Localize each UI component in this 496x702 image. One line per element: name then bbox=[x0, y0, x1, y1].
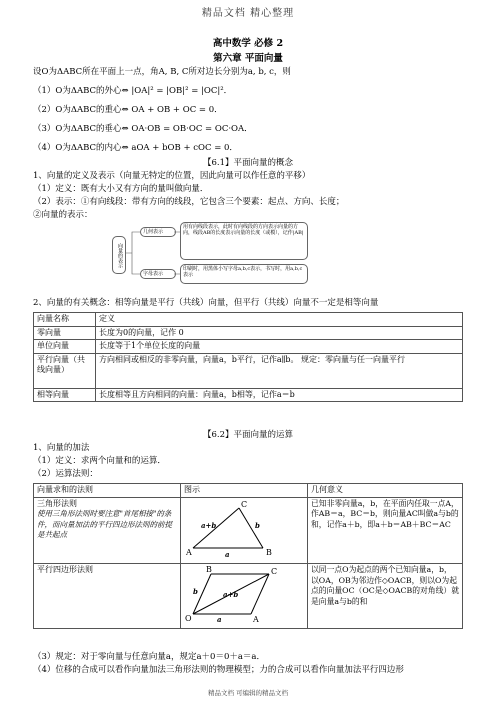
tree-alg-desc: 印刷时，用黑体小写字母a,b,c表示，书写时，用a,b,c表示 bbox=[180, 264, 308, 284]
s1-line-2: （1）定义：既有大小又有方向的量叫做向量． bbox=[33, 184, 209, 194]
t1-row-def: 长度为0的向量，记作 0 bbox=[96, 326, 463, 340]
s2-line-3: （2）运算法则： bbox=[33, 469, 98, 479]
tree-geo-desc: 用有向线段表示，此时有向线段的方向表示向量的方向，线段AB的长度表示向量的长度（或模），记作|AB| bbox=[180, 222, 308, 260]
t1-row-def: 长度等于1个单位长度的向量 bbox=[96, 340, 463, 354]
section-title-6-1: 【6.1】平面向量的概念 bbox=[202, 158, 294, 168]
t2-header-rule: 向量求和的法则 bbox=[34, 484, 181, 498]
fig2-label-ab: a+b bbox=[223, 590, 239, 599]
t1-row-name: 零向量 bbox=[34, 326, 96, 340]
fig1-label-b: b bbox=[255, 520, 260, 530]
t1-row-name: 单位向量 bbox=[34, 340, 96, 354]
s1-line-1: 1、向量的定义及表示（向量无特定的位置，因此向量可以作任意的平移） bbox=[33, 171, 311, 181]
prop-3: （3）O为ΔABC的垂心⇔ OA·OB = OB·OC = OC·OA． bbox=[33, 124, 253, 134]
prop-4: （4）O为ΔABC的内心⇔ aOA + bOB + cOC = 0． bbox=[33, 143, 238, 153]
chapter-title: 第六章 平面向量 bbox=[213, 53, 283, 64]
tree-alg: 字母表示 bbox=[140, 269, 176, 279]
t1-row-name: 平行向量（共线向量） bbox=[34, 353, 96, 388]
t2-row2-name: 平行四边形法则 bbox=[34, 564, 181, 629]
rel-line: 2、向量的有关概念：相等向量是平行（共线）向量，但平行（共线）向量不一定是相等向量 bbox=[33, 298, 379, 308]
fig1-label-a-point: A bbox=[186, 547, 192, 557]
fig1-label-a: a bbox=[225, 549, 230, 559]
tail-line-1: （3）规定：对于零向量与任意向量a，规定a＋0＝0＋a＝a． bbox=[33, 652, 265, 662]
prop-1: （1）O为ΔABC的外心⇔ |OA|² = |OB|² = |OC|²． bbox=[33, 86, 233, 96]
s2-line-1: 1、向量的加法 bbox=[33, 443, 90, 453]
fig1-label-b-point: B bbox=[266, 547, 272, 557]
section-title-6-2: 【6.2】平面向量的运算 bbox=[202, 430, 294, 440]
tree-root: 向量的表示 bbox=[112, 236, 126, 274]
t2-row1-note: 使用三角形法则时要注意"首尾相接"的条件，而向量加法的平行四边形法则的前提是共起点 bbox=[37, 509, 172, 539]
t2-row2-geo: 以同一点O为起点的两个已知向量a，b，以OA，OB为邻边作◇OACB，则以O为起点的向量OC（OC是◇OACB的对角线）就是向量a与b的和 bbox=[308, 564, 463, 629]
fig2-label-a: a bbox=[217, 615, 222, 624]
tree-geo: 几何表示 bbox=[140, 227, 176, 237]
vector-representation-diagram bbox=[112, 222, 312, 288]
t1-row-def: 方向相同或相反的非零向量，向量a，b平行，记作a∥b。 规定：零向量与任一向量平行 bbox=[96, 353, 463, 388]
fig1-label-c-point: C bbox=[241, 499, 248, 509]
t2-row1-name: 三角形法则 bbox=[37, 498, 77, 508]
fig2-label-b-point: B bbox=[206, 565, 212, 574]
fig2-label-c-point: C bbox=[271, 567, 278, 576]
concept-table bbox=[33, 312, 463, 402]
fig2-label-o: O bbox=[185, 614, 192, 623]
s1-line-3: （2）表示：①有向线段：带有方向的线段，它包含三个要素：起点、方向、长度； bbox=[33, 197, 345, 207]
intro-text: 设O为ΔABC所在平面上一点，角A, B, C所对边长分别为a, b, c，则 bbox=[33, 67, 291, 77]
t2-header-figure: 图示 bbox=[181, 484, 308, 498]
fig2-label-b: b bbox=[193, 587, 198, 596]
t1-row-def: 长度相等且方向相同的向量：向量a，b相等，记作a＝b bbox=[96, 388, 463, 402]
fig2-label-a-point: A bbox=[253, 615, 259, 624]
fig1-label-ab: a+b bbox=[201, 520, 217, 530]
t2-row1-geo: 已知非零向量a，b，在平面内任取一点A，作AB＝a，BC＝b，则向量AC叫做a与b的和，记作a＋b，即a＋b＝AB＋BC＝AC bbox=[308, 497, 463, 564]
page-footer: 精品文档 可编辑的精品文档 bbox=[207, 689, 289, 697]
addition-rule-table bbox=[33, 483, 463, 629]
page-header: 精品文档 精心整理 bbox=[201, 8, 295, 19]
s1-line-4: ②向量的表示： bbox=[33, 210, 93, 220]
prop-2: （2）O为ΔABC的重心⇔ OA + OB + OC = 0． bbox=[33, 105, 223, 115]
s2-line-2: （1）定义：求两个向量和的运算． bbox=[33, 456, 166, 466]
t1-header-def: 定义 bbox=[96, 313, 463, 327]
tail-line-2: （4）位移的合成可以看作向量加法三角形法则的物理模型；力的合成可以看作向量加法平行四边形 bbox=[33, 665, 404, 675]
t1-header-name: 向量名称 bbox=[34, 313, 96, 327]
t1-row-name: 相等向量 bbox=[34, 388, 96, 402]
t2-header-meaning: 几何意义 bbox=[308, 484, 463, 498]
parallelogram-rule-figure bbox=[181, 564, 301, 624]
triangle-rule-figure bbox=[181, 498, 301, 560]
doc-title: 高中数学 必修 2 bbox=[212, 38, 284, 49]
